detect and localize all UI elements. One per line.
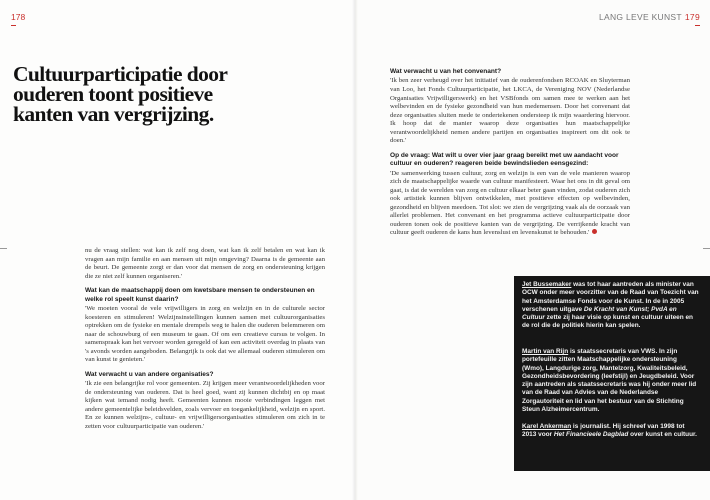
bio-name: Jet Bussemaker xyxy=(522,281,572,288)
folio-rule-right xyxy=(695,25,700,26)
interview-question: Op de vraag: Wat wilt u over vier jaar graag bereikt met uw aandacht voor cultuur en ouderen? reageren beide bewindslieden eensgezind: xyxy=(390,151,619,168)
interview-answer: 'Ik ben zeer verheugd over het initiatief van de ouderenfondsen RCOAK en Sluyterman van Loo, het Fonds Cultuurparticipatie, het LKCA, de Vereniging NOV (Nederlandse Organisaties Vrijwilligerswerk) en het VSBfonds om samen mee te werken aan het welbevinden en de fysieke gezondheid van hun medemensen. Door het convenant dat deze organisaties sluiten mede te ondertekenen ondersteep ik mijn waardering hiervoor. Ik hoop dat de manier waarop deze organisaties hun maatschappelijke verantwoordelijkheid nemen andere partijen en organisaties inspireert om dit ook te doen.' xyxy=(390,77,630,145)
intro-paragraph: nu de vraag stellen: wat kan ik zelf nog doen, wat kan ik zelf betalen en wat kan ik vragen aan mijn familie en aan mensen uit mijn omgeving? Daarna is de gemeente aan de beurt. De gemeente zorgt er dan voor dat mensen de zorg en ondersteuning krijgen die ze niet zelf kunnen organiseren.' xyxy=(85,247,325,280)
bio-text: over kunst en cultuur. xyxy=(628,431,697,439)
interview-answer: 'Ik zie een belangrijke rol voor gemeenten. Zij krijgen meer verantwoordelijkheden voor de ondersteuning van ouderen. Dat is heel goed, want zij kunnen dichtbij en op maat kijken wat iemand nodig heeft. Gemeenten kunnen mooie verbindingen leggen met andere gemeentelijke beleidsvelden, zoals vervoer en toegankelijkheid, welzijn en sport. En ze kunnen welzijns-, cultuur- en vrijwilligersorganisaties stimuleren om zich in te zetten voor cultuurparticipatie van ouderen.' xyxy=(85,380,325,430)
folio-rule-left xyxy=(11,25,16,26)
bio-text: is journalist. Hij schreef van 1998 tot 2013 voor xyxy=(522,423,685,439)
interview-answer xyxy=(390,170,630,238)
page-number-right: 179 xyxy=(684,12,700,22)
margin-tick-right xyxy=(703,248,710,249)
right-text-column xyxy=(390,68,630,242)
running-header-right xyxy=(599,12,700,22)
bio-name: Karel Ankerman xyxy=(522,423,572,430)
bio-bussemaker xyxy=(522,281,700,331)
page-gutter xyxy=(352,0,358,500)
interview-question: Wat verwacht u van andere organisaties? xyxy=(85,370,214,378)
bio-van-rijn xyxy=(522,348,700,414)
bio-text: zette zij haar visie op kunst en cultuur uiteen en de rol die de politiek hierin kan spelen. xyxy=(522,314,693,330)
bio-book-title: De Kracht van Kunst; PvdA en Cultuur xyxy=(522,305,677,322)
running-header-title: LANG LEVE KUNST xyxy=(598,12,682,22)
bio-name: Martin van Rijn xyxy=(522,348,569,355)
title-line: Cultuurparticipatie door xyxy=(13,62,228,86)
page-number-left: 178 xyxy=(11,12,26,22)
closing-answer-text: 'De samenwerking tussen cultuur, zorg en welzijn is een van de vele manieren waarop zich de maatschappelijke waarde van cultuur manifesteert. Waar het ons in dit geval om gaat, is dat de werelden van zorg en cultuur elkaar beter gaan vinden, zodat ouderen zich ook artistiek kunnen blijven ontwikkelen, met positieve effecten op welbevinden, gezondheid en blijven meedoen. Tot slot: we zien de vergrijzing vaak als de oorzaak van allerlei problemen. Het convenant en het programma actieve cultuurparticipatie door ouderen tonen ook de positieve kanten van de vergrijzing. De verrijkende kracht van cultuur geeft ouderen de kans hun levenslust en levenskunst te behouden.' xyxy=(390,169,630,237)
interview-answer: 'We moeten vooral de vele vrijwilligers in zorg en welzijn en in de culturele sector koesteren en stimuleren! Welzijnsinstellingen kunnen samen met cultuurorganisaties optrekken om de fysieke en mentale drempels weg te halen die ouderen belemmeren om naar de schouwburg of een museum te gaan. Of om een creatieve cursus te volgen. In samenspraak kan het vervoer worden geregeld of kan een activiteit overdag in plaats van 's avonds worden aangeboden. Belangrijk is ook dat we allemaal ouderen stimuleren om van kunst te genieten.' xyxy=(85,305,325,364)
title-line: kanten van vergrijzing. xyxy=(13,102,214,126)
article-title xyxy=(13,64,263,124)
left-text-column xyxy=(85,247,325,436)
title-line: ouderen toont positieve xyxy=(13,82,213,106)
bio-text: is staatssecretaris van VWS. In zijn portefeuille zitten Maatschappelijke ondersteuning (Wmo), Langdurige zorg, Mantelzorg, Kwaliteitsbeleid, Gezondheidsbevordering (leefstijl) en Jeugdbeleid. Voor zijn aantreden als staatssecretaris was hij onder meer lid van de Raad van Advies van de Nederlandse Zorgautoriteit en lid van het bestuur van de Stichting Steun Alzheimercentrum. xyxy=(522,348,697,414)
bio-ankerman xyxy=(522,423,700,440)
interview-question: Wat verwacht u van het convenant? xyxy=(390,68,502,75)
interview-question: Wat kan de maatschappij doen om kwetsbare mensen te ondersteunen en welke rol speelt kunst daarin? xyxy=(85,287,315,303)
bio-text: was tot haar aantreden als minister van OCW onder meer voorzitter van de Raad van Toezicht van het Amsterdamse Fonds voor de Kunst. In de in 2005 verschenen uitgave xyxy=(522,281,699,313)
bio-publication: Het Financieele Dagblad xyxy=(553,431,629,439)
margin-tick-left xyxy=(0,248,7,249)
end-mark-icon xyxy=(592,229,597,234)
